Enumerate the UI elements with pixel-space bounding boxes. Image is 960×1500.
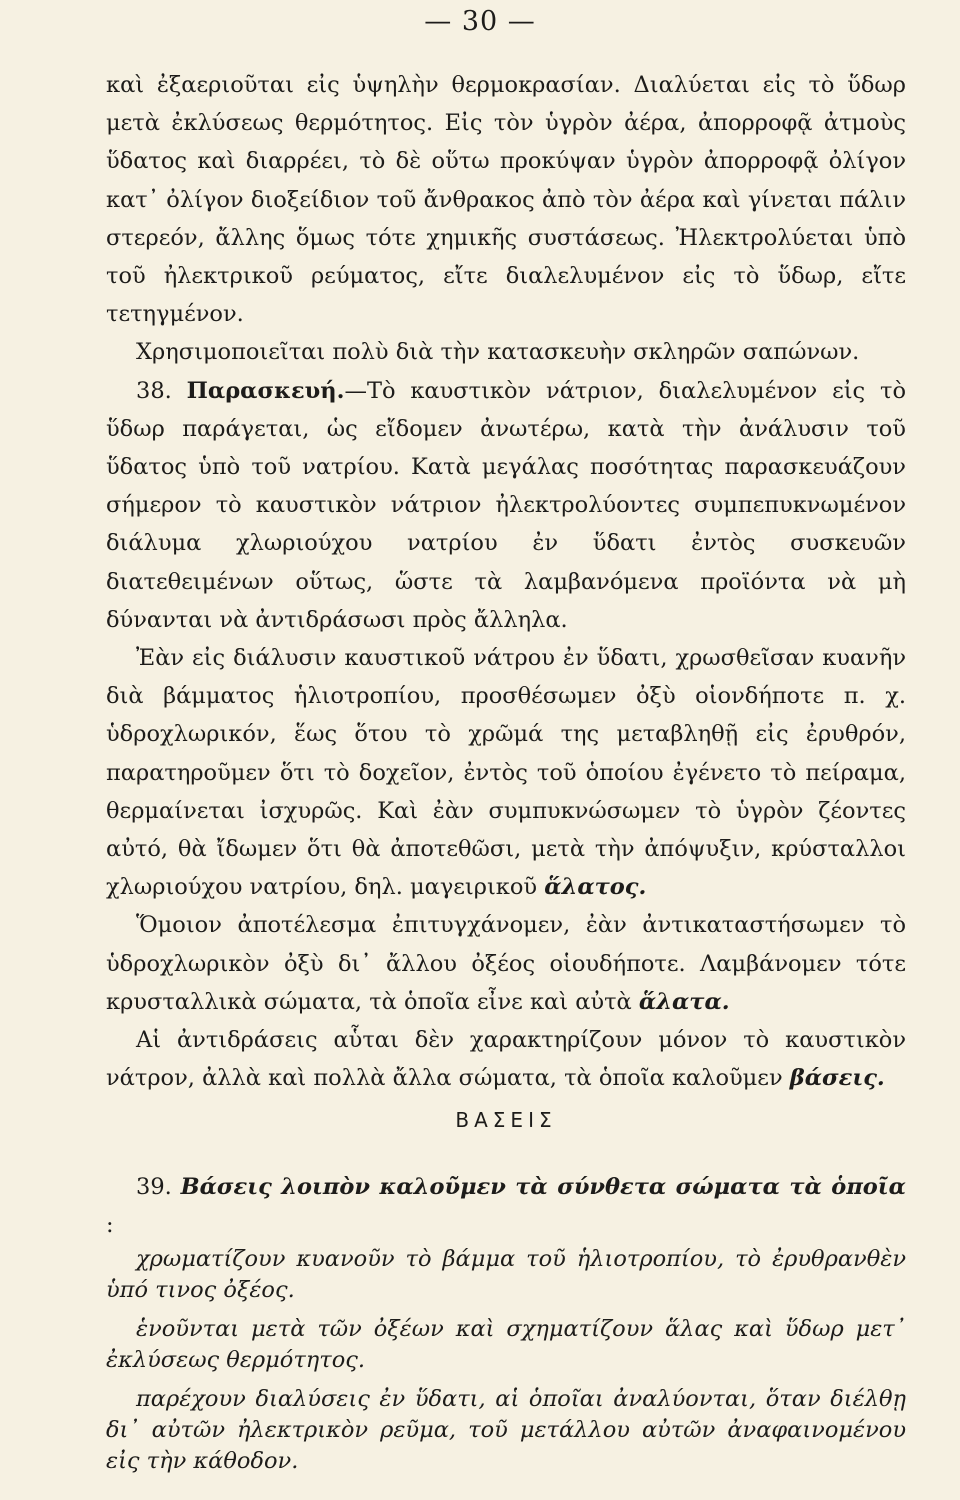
paragraph-38 — [106, 372, 906, 639]
section-number-39: 39. — [136, 1173, 172, 1200]
paragraph-6-text: Αἱ ἀντιδράσεις αὗται δὲν χαρακτηρίζουν μόνον τὸ καυστικὸν νάτρον, ἀλλὰ καὶ πολλὰ ἄλλα σώματα, τὰ ὁποῖα καλοῦμεν — [106, 1027, 906, 1092]
section-heading-bases: ΒΑΣΕΙΣ — [455, 1108, 557, 1133]
term-salt-singular: ἅλατος. — [544, 874, 647, 901]
term-bases: βάσεις. — [789, 1065, 885, 1092]
paragraph-38-text: —Τὸ καυστικὸν νάτριον, διαλελυμένον εἰς τὸ ὕδωρ παράγεται, ὡς εἴδομεν ἀνωτέρω, κατὰ τὴν ἀνάλυσιν τοῦ ὕδατος ὑπὸ τοῦ νατρίου. Κατὰ μεγάλας ποσότητας παρασκευάζουν σήμερον τὸ καυστικὸν νάτριον ἠλεκτρολύοντες συμπεπυκνωμένον διάλυμα χλωριούχου νατρίου ἐν ὕδατι ἐντὸς συσκευῶν διατεθειμένων οὕτως, ὥστε τὰ λαμβανόμενα προϊόντα νὰ μὴ δύνανται νὰ ἀντιδράσωσι πρὸς ἄλληλα. — [106, 377, 906, 633]
paragraph-1: καὶ ἐξαεριοῦται εἰς ὑψηλὴν θερμοκρασίαν. Διαλύεται εἰς τὸ ὕδωρ μετὰ ἐκλύσεως θερμότητος. Εἰς τὸν ὑγρὸν ἀέρα, ἀπορροφᾷ ἀτμοὺς ὕδατος καὶ διαρρέει, τὸ δὲ οὕτω προκύψαν ὑγρὸν ἀπορροφᾷ ὀλίγον κατ᾽ ὀλίγον διοξείδιον τοῦ ἄνθρακος ἀπὸ τὸν ἀέρα καὶ γίνεται πάλιν στερεόν, ἄλλης ὅμως τότε χημικῆς συστάσεως. Ἠλεκτρολύεται ὑπὸ τοῦ ἠλεκτρικοῦ ρεύματος, εἴτε διαλελυμένον εἰς τὸ ὕδωρ, εἴτε τετηγμένον. — [106, 72, 906, 328]
paragraph-2: Χρησιμοποιεῖται πολὺ διὰ τὴν κατασκευὴν σκληρῶν σαπώνων. — [136, 339, 860, 366]
section-number-38: 38. — [136, 377, 172, 404]
section-title-preparation: Παρασκευή. — [186, 377, 345, 404]
term-salts: ἅλατα. — [638, 988, 730, 1015]
paragraph-6 — [106, 1021, 906, 1097]
list-item: ἑνοῦνται μετὰ τῶν ὀξέων καὶ σχηματίζουν ἅλας καὶ ὕδωρ μετ᾽ ἐκλύσεως θερμότητος. — [106, 1316, 906, 1374]
definition-colon: : — [106, 1211, 114, 1238]
paragraph-4 — [106, 639, 906, 906]
paragraph-39 — [106, 1168, 906, 1244]
paragraph-5-text: Ὅμοιον ἀποτέλεσμα ἐπιτυγχάνομεν, ἐὰν ἀντικαταστήσωμεν τὸ ὑδροχλωρικὸν ὀξὺ δι᾽ ἄλλου ὀξέος οἱουδήποτε. Λαμβάνομεν τότε κρυσταλλικὰ σώματα, τὰ ὁποῖα εἶνε καὶ αὐτὰ — [106, 912, 906, 1015]
page-number: — 30 — — [424, 6, 536, 37]
paragraph-5 — [106, 906, 906, 1021]
list-item: παρέχουν διαλύσεις ἐν ὕδατι, αἱ ὁποῖαι ἀναλύονται, ὅταν διέλθῃ δι᾽ αὐτῶν ἠλεκτρικὸν ρεῦμα, τοῦ μετάλλου αὐτῶν ἀναφαινομένου εἰς τὴν κάθοδον. — [106, 1386, 906, 1475]
list-item: χρωματίζουν κυανοῦν τὸ βάμμα τοῦ ἡλιοτροπίου, τὸ ἐρυθρανθὲν ὑπό τινος ὀξέος. — [106, 1246, 906, 1304]
page-body — [106, 66, 906, 1485]
bases-definition: Βάσεις λοιπὸν καλοῦμεν τὰ σύνθετα σώματα τὰ ὁποῖα — [180, 1173, 906, 1200]
bases-properties-list — [106, 1244, 906, 1477]
paragraph-4-text: Ἐὰν εἰς διάλυσιν καυστικοῦ νάτρου ἐν ὕδατι, χρωσθεῖσαν κυανῆν διὰ βάμματος ἡλιοτροπίου, προσθέσωμεν ὀξὺ οἱονδήποτε π. χ. ὑδροχλωρικόν, ἕως ὅτου τὸ χρῶμά της μεταβληθῇ εἰς ἐρυθρόν, παρατηροῦμεν ὅτι τὸ δοχεῖον, ἐντὸς τοῦ ὁποίου ἐγένετο τὸ πείραμα, θερμαίνεται ἰσχυρῶς. Καὶ ἐὰν συμπυκνώσωμεν τὸ ὑγρὸν ζέοντες αὐτό, θὰ ἴδωμεν ὅτι θὰ ἀποτεθῶσι, μετὰ τὴν ἀπόψυξιν, κρύσταλλοι χλωριούχου νατρίου, δηλ. μαγειρικοῦ — [106, 645, 906, 901]
